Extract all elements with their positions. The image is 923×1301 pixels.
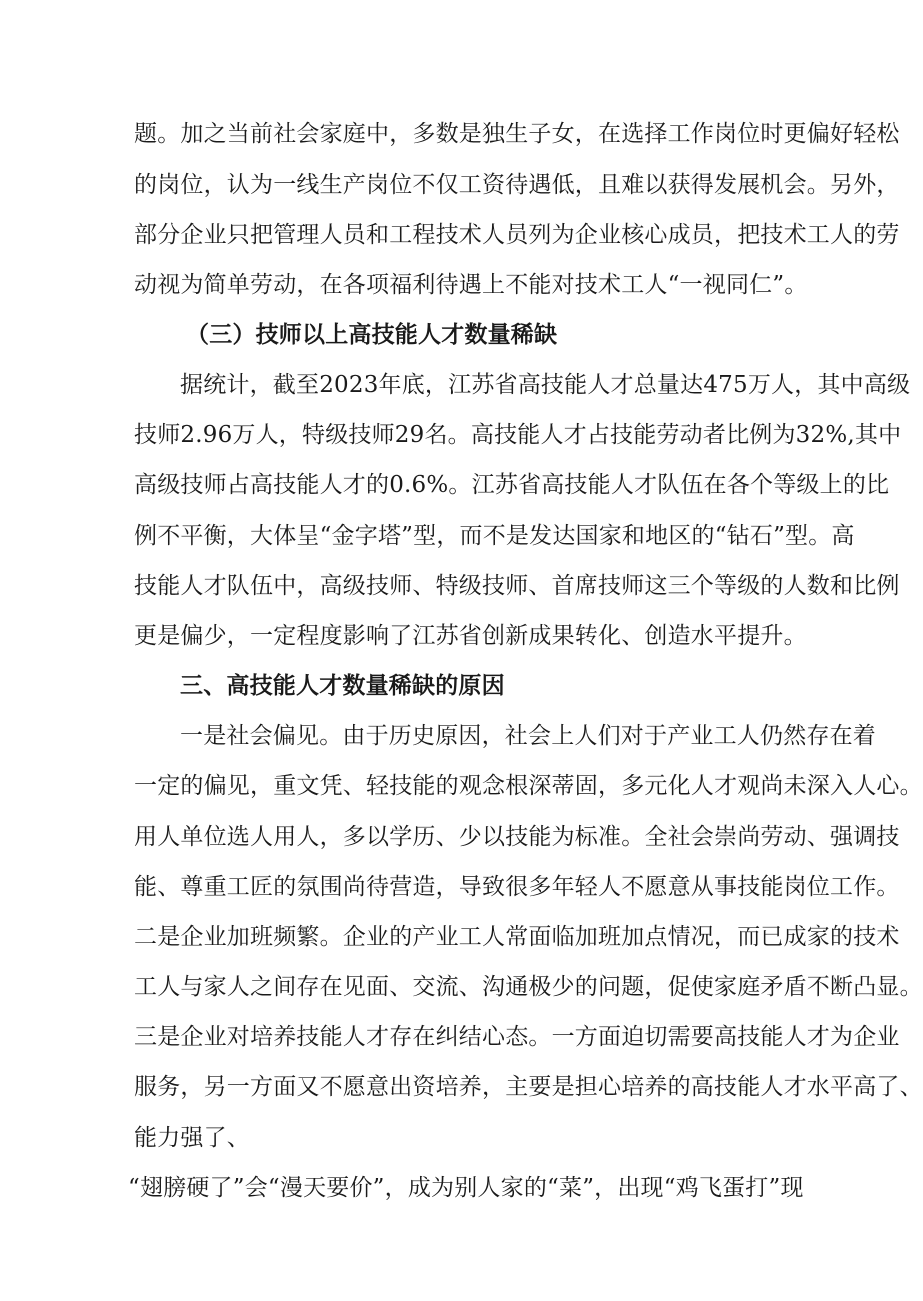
- paragraph-line: 技能人才队伍中，高级技师、特级技师、首席技师这三个等级的人数和比例: [134, 573, 900, 599]
- paragraph-line: 一是社会偏见。由于历史原因，社会上人们对于产业工人仍然存在着: [180, 723, 876, 749]
- paragraph-line: 部分企业只把管理人员和工程技术人员列为企业核心成员，把技术工人的劳: [134, 222, 900, 248]
- paragraph-line: 高级技师占高技能人才的0.6%。江苏省高技能人才队伍在各个等级上的比: [134, 472, 890, 498]
- paragraph-line: 动视为简单劳动，在各项福利待遇上不能对技术工人“一视同仁”。: [134, 272, 808, 298]
- paragraph-line: 更是偏少，一定程度影响了江苏省创新成果转化、创造水平提升。: [134, 623, 807, 649]
- paragraph-line: 技师2.96万人，特级技师29名。高技能人才占技能劳动者比例为32%,其中: [134, 422, 902, 448]
- paragraph-line: “翅膀硬了”会“漫天要价”，成为别人家的“菜”，出现“鸡飞蛋打”现: [128, 1175, 804, 1201]
- paragraph-line: 三是企业对培养技能人才存在纠结心态。一方面迫切需要高技能人才为企业: [134, 1024, 900, 1050]
- paragraph-line: 服务，另一方面又不愿意出资培养，主要是担心培养的高技能人才水平高了、: [134, 1074, 923, 1100]
- paragraph-line: 据统计，截至2023年底，江苏省高技能人才总量达475万人，其中高级: [180, 372, 911, 398]
- paragraph-line: 题。加之当前社会家庭中，多数是独生子女，在选择工作岗位时更偏好轻松: [134, 121, 900, 147]
- paragraph-line: 的岗位，认为一线生产岗位不仅工资待遇低，且难以获得发展机会。另外，: [134, 172, 900, 198]
- paragraph-line: 一定的偏见，重文凭、轻技能的观念根深蒂固，多元化人才观尚未深入人心。: [134, 773, 923, 799]
- paragraph-line: 例不平衡，大体呈“金字塔”型，而不是发达国家和地区的“钻石”型。高: [134, 523, 855, 549]
- paragraph-line: 用人单位选人用人，多以学历、少以技能为标准。全社会崇尚劳动、强调技: [134, 824, 900, 850]
- paragraph-line: 工人与家人之间存在见面、交流、沟通极少的问题，促使家庭矛盾不断凸显。: [134, 974, 923, 1000]
- paragraph-line: 能力强了、: [134, 1125, 250, 1151]
- section-heading: （三）技师以上高技能人才数量稀缺: [186, 321, 558, 348]
- chapter-heading: 三、高技能人才数量稀缺的原因: [180, 672, 505, 699]
- paragraph-line: 二是企业加班频繁。企业的产业工人常面临加班加点情况，而已成家的技术: [134, 924, 900, 950]
- paragraph-line: 能、尊重工匠的氛围尚待营造，导致很多年轻人不愿意从事技能岗位工作。: [134, 874, 900, 900]
